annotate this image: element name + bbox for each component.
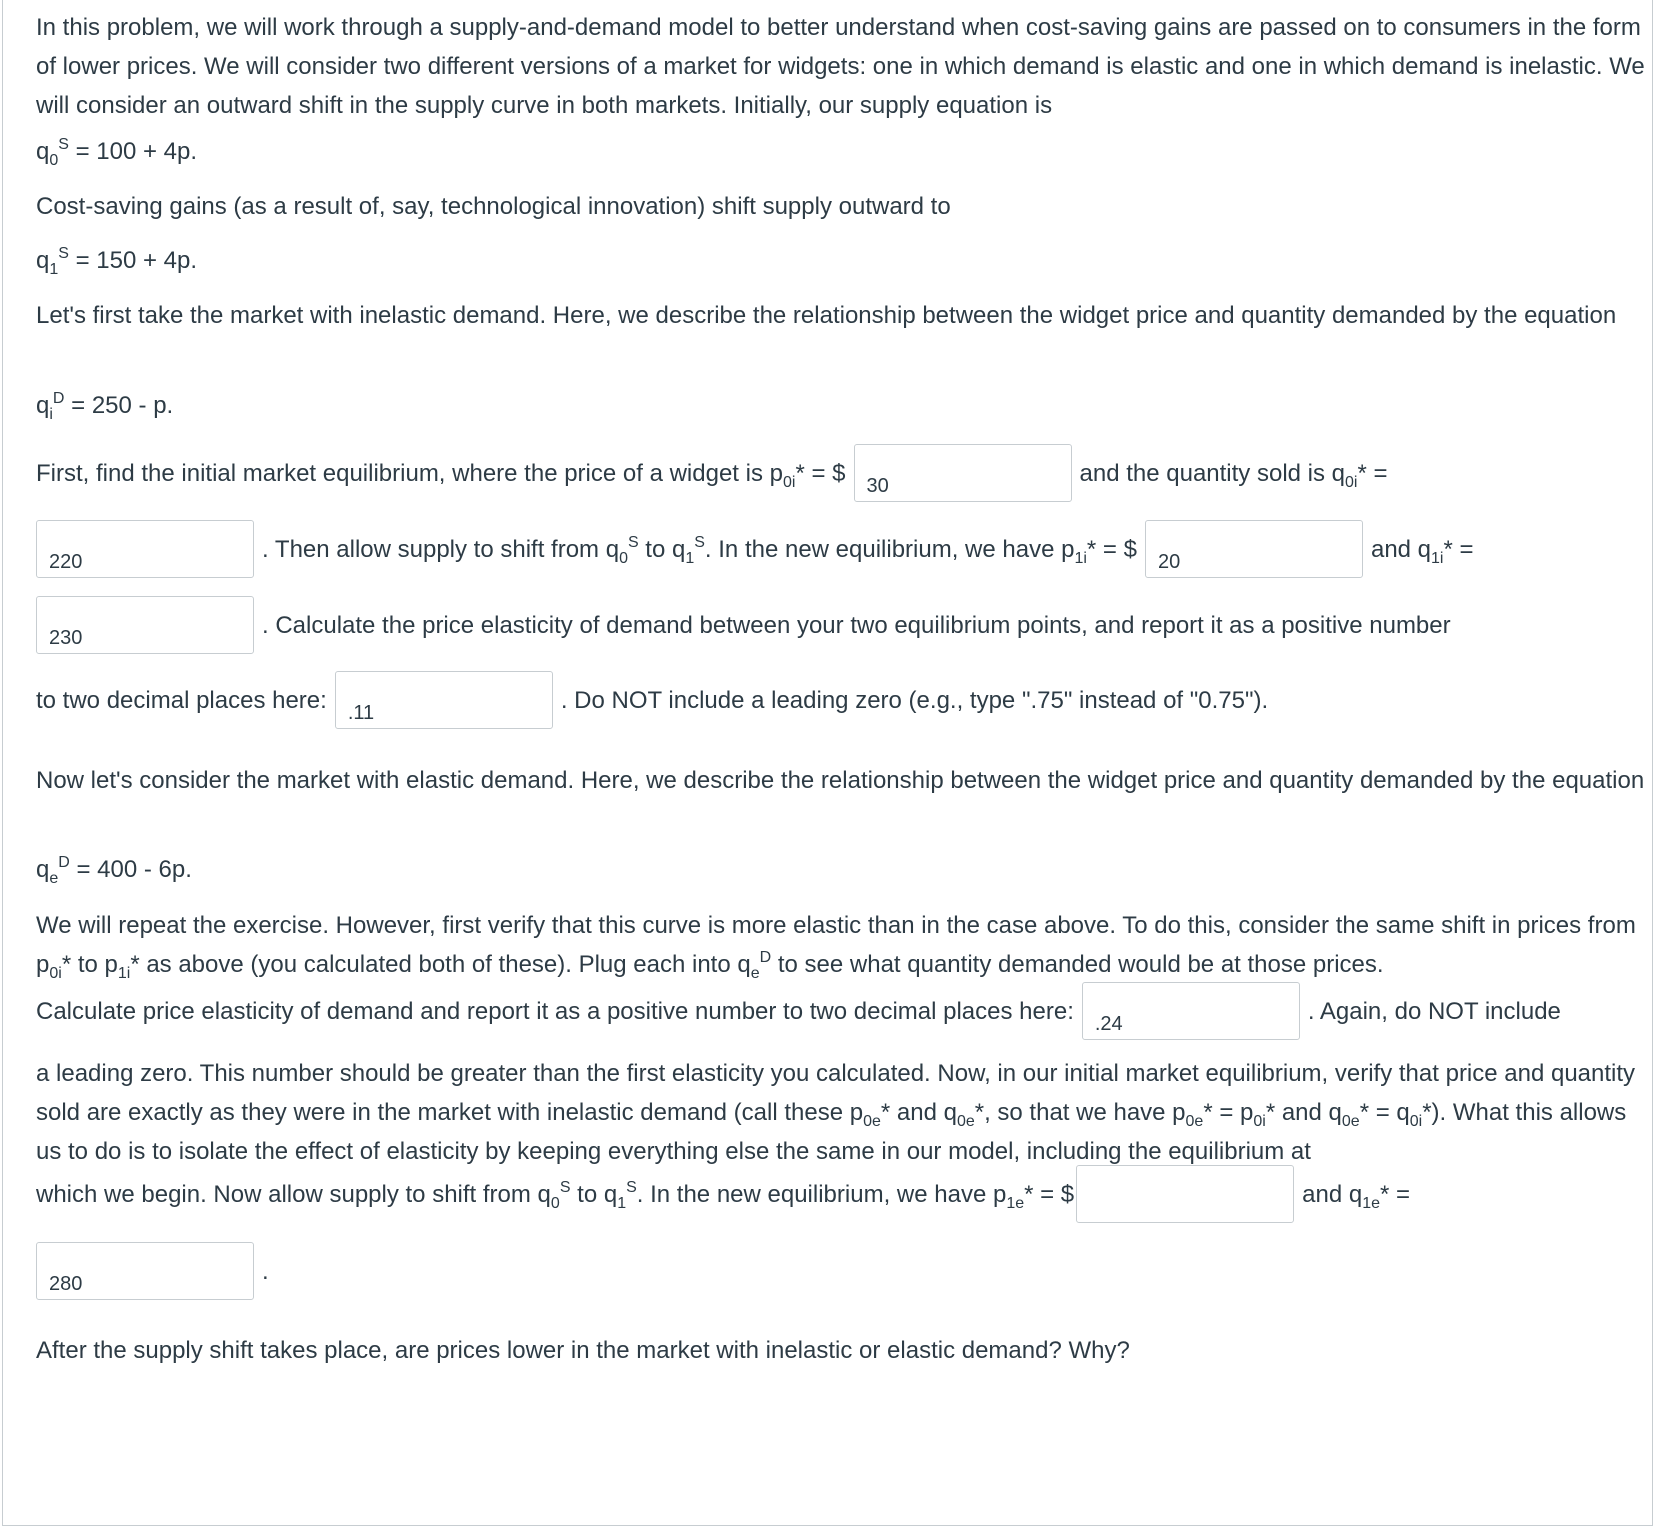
intro-paragraph: In this problem, we will work through a supply-and-demand model to better understand when cost-saving gains are passed on to consumers in the form of lower prices. We will consider two different versions of a market for widgets: one in which demand is elastic and one in which demand is inelastic. We will consider an outward shift in the supply curve in both markets. Initially, our supply equation is bbox=[36, 14, 1645, 119]
answer-q1i-input[interactable]: 230 bbox=[36, 596, 254, 654]
question-elasticity-inelastic-intro: 230 . Calculate the price elasticity of demand between your two equilibrium points, and report it as a positive number bbox=[36, 597, 1451, 656]
cost-saving-text: Cost-saving gains (as a result of, say, technological innovation) shift supply outward to bbox=[36, 193, 951, 220]
answer-elasticity-inelastic-input[interactable]: .11 bbox=[335, 671, 553, 729]
equation-demand-inelastic: $q_i^D = 250 - p$. bbox=[36, 390, 174, 423]
answer-elasticity-elastic-input[interactable]: .24 bbox=[1082, 982, 1300, 1040]
final-question: After the supply shift takes place, are prices lower in the market with inelastic or elastic demand? Why? bbox=[36, 1337, 1130, 1364]
question-elasticity-inelastic: to two decimal places here: .11 . Do NOT include a leading zero (e.g., type ".75" instead of "0.75"). bbox=[36, 672, 1268, 731]
equation-supply-initial: $q_0^S = 100 + 4p$. bbox=[36, 136, 198, 169]
answer-p1i-input[interactable]: 20 bbox=[1145, 520, 1363, 578]
repeat-exercise-paragraph: We will repeat the exercise. However, first verify that this curve is more elastic than in the case above. To do this, consider the same shift in prices from $p_{0i}*$ to $p_{1i}*$ as above (you calculated both of these). Plug each into $q_e^D$ to see what quantity demanded would be at those prices. bbox=[36, 912, 1636, 982]
elastic-intro-paragraph: Now let's consider the market with elastic demand. Here, we describe the relationship between the widget price and quantity demanded by the equation bbox=[36, 767, 1645, 794]
answer-p0i-input[interactable]: 30 bbox=[854, 444, 1072, 502]
question-q1e: 280 . bbox=[36, 1243, 269, 1302]
equation-supply-shifted: $q_1^S = 150 + 4p$. bbox=[36, 245, 198, 278]
question-initial-equilibrium: First, find the initial market equilibrium, where the price of a widget is $p_{0i}*$ = $ 30 and the quantity sold is $q_{0i}*$ = bbox=[36, 445, 1388, 504]
question-elasticity-elastic: Calculate price elasticity of demand and report it as a positive number to two decimal places here: .24 . Again, do NOT include bbox=[36, 983, 1561, 1042]
answer-q1e-input[interactable]: 280 bbox=[36, 1242, 254, 1300]
answer-q0i-input[interactable]: 220 bbox=[36, 520, 254, 578]
question-supply-shift-elastic: which we begin. Now allow supply to shift from $q_0^S$ to $q_1^S$. In the new equilibrium, we have $p_{1e}*$ = $ and $q_{1e}*$ = bbox=[36, 1166, 1410, 1225]
question-supply-shift-inelastic: 220 . Then allow supply to shift from $q_0^S$ to $q_1^S$. In the new equilibrium, we have $p_{1i}*$ = $ 20 and $q_{1i}*$ = bbox=[36, 521, 1474, 580]
inelastic-intro-paragraph: Let's first take the market with inelastic demand. Here, we describe the relationship between the widget price and quantity demanded by the equation bbox=[36, 302, 1617, 329]
answer-p1e-input[interactable] bbox=[1076, 1165, 1294, 1223]
equation-demand-elastic: $q_e^D = 400 - 6p$. bbox=[36, 854, 192, 887]
verify-paragraph: a leading zero. This number should be greater than the first elasticity you calculated. Now, in our initial market equilibrium, verify that price and quantity sold are exactly as they were in the market with inelastic demand (call these $p_{0e}*$ and $q_{0e}*$, so that we have $p_{0e}* = p_{0i}*$ and $q_{0e}* = q_{0i}*$). What this allows us to do is to isolate the effect of elasticity by keeping everything else the same in our model, including the equilibrium at bbox=[36, 1060, 1636, 1165]
